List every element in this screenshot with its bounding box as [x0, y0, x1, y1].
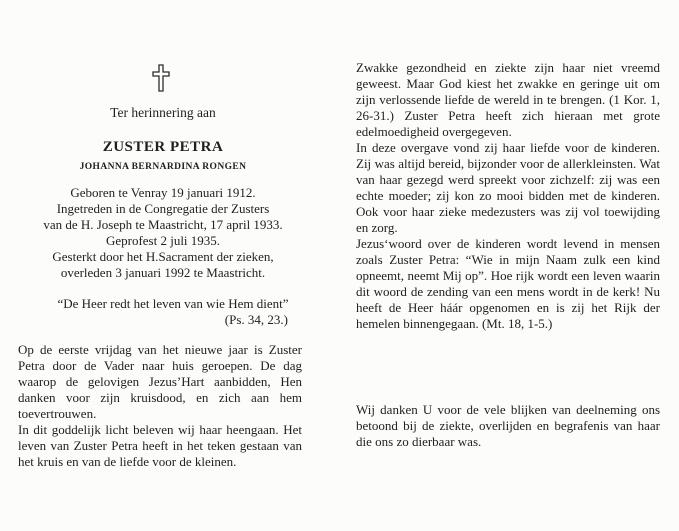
bio-line: Geprofest 2 juli 1935.	[105, 233, 221, 248]
bio-line: Ingetreden in de Congregatie der Zusters	[56, 201, 270, 216]
bio-line: Geboren te Venray 19 januari 1912.	[70, 185, 256, 200]
biography	[8, 185, 318, 281]
scripture-quote	[18, 296, 318, 328]
bio-line: overleden 3 januari 1992 te Maastricht.	[60, 265, 266, 280]
cross-icon	[152, 64, 170, 92]
bio-line: van de H. Joseph te Maastricht, 17 april 1933.	[43, 217, 283, 232]
quote-text: “De Heer redt het leven van wie Hem dient”	[57, 296, 289, 311]
thanks-paragraph: Wij danken U voor de vele blijken van deelneming ons betoond bij de ziekte, overlijden en begrafenis van haar die ons zo dierbaar was.	[356, 402, 660, 449]
paragraph: In dit goddelijk licht beleven wij haar heengaan. Het leven van Zuster Petra heeft in het teken gestaan van het kruis en van de liefde voor de kleinen.	[18, 422, 302, 469]
paragraph: In deze overgave vond zij haar liefde voor de kinderen. Zij was altijd bereid, bijzonder voor de allerkleinsten. Wat van haar gezegd werd spreekt voor zichzelf: zij was een echte moeder; zij kon zo mooi bidden met de kinderen. Ook voor haar zieke medezusters was zij vol toewijding en zorg.	[356, 140, 660, 235]
quote-reference: (Ps. 34, 23.)	[224, 312, 288, 327]
paragraph: Jezus‘woord over de kinderen wordt levend in mensen zoals Zuster Petra: “Wie in mijn Naam zulk een kind opneemt, neemt Mij op”. Hoe rijk wordt een leven waarin dit woord de zending van een mens wordt in de kerk! Nu heeft de Heer háár opgenomen en is zij het Rijk der hemelen binnengegaan. (Mt. 18, 1-5.)	[356, 236, 660, 331]
paragraph: Zwakke gezondheid en ziekte zijn haar niet vreemd geweest. Maar God kiest het zwakke en geringe uit om zijn verlossende liefde de wereld in te brengen. (1 Kor. 1, 26-31.) Zuster Petra heeft zich hieraan met grote edelmoedigheid overgegeven.	[356, 60, 660, 139]
cross-container	[18, 64, 318, 92]
intro-text: Ter herinnering aan	[110, 105, 216, 120]
deceased-full-name: JOHANNA BERNARDINA RONGEN	[79, 162, 247, 172]
deceased-name: ZUSTER PETRA	[102, 139, 224, 155]
paragraph: Op de eerste vrijdag van het nieuwe jaar is Zuster Petra door de Vader naar huis geroepen. De dag waarop de gelovigen Jezus’Hart aanbidden, Hen danken voor zijn kruisdood, en zich aan hem toevertrouwen.	[18, 342, 302, 421]
right-page	[356, 0, 660, 450]
left-page	[18, 0, 318, 470]
bio-line: Gesterkt door het H.Sacrament der zieken,	[52, 249, 274, 264]
